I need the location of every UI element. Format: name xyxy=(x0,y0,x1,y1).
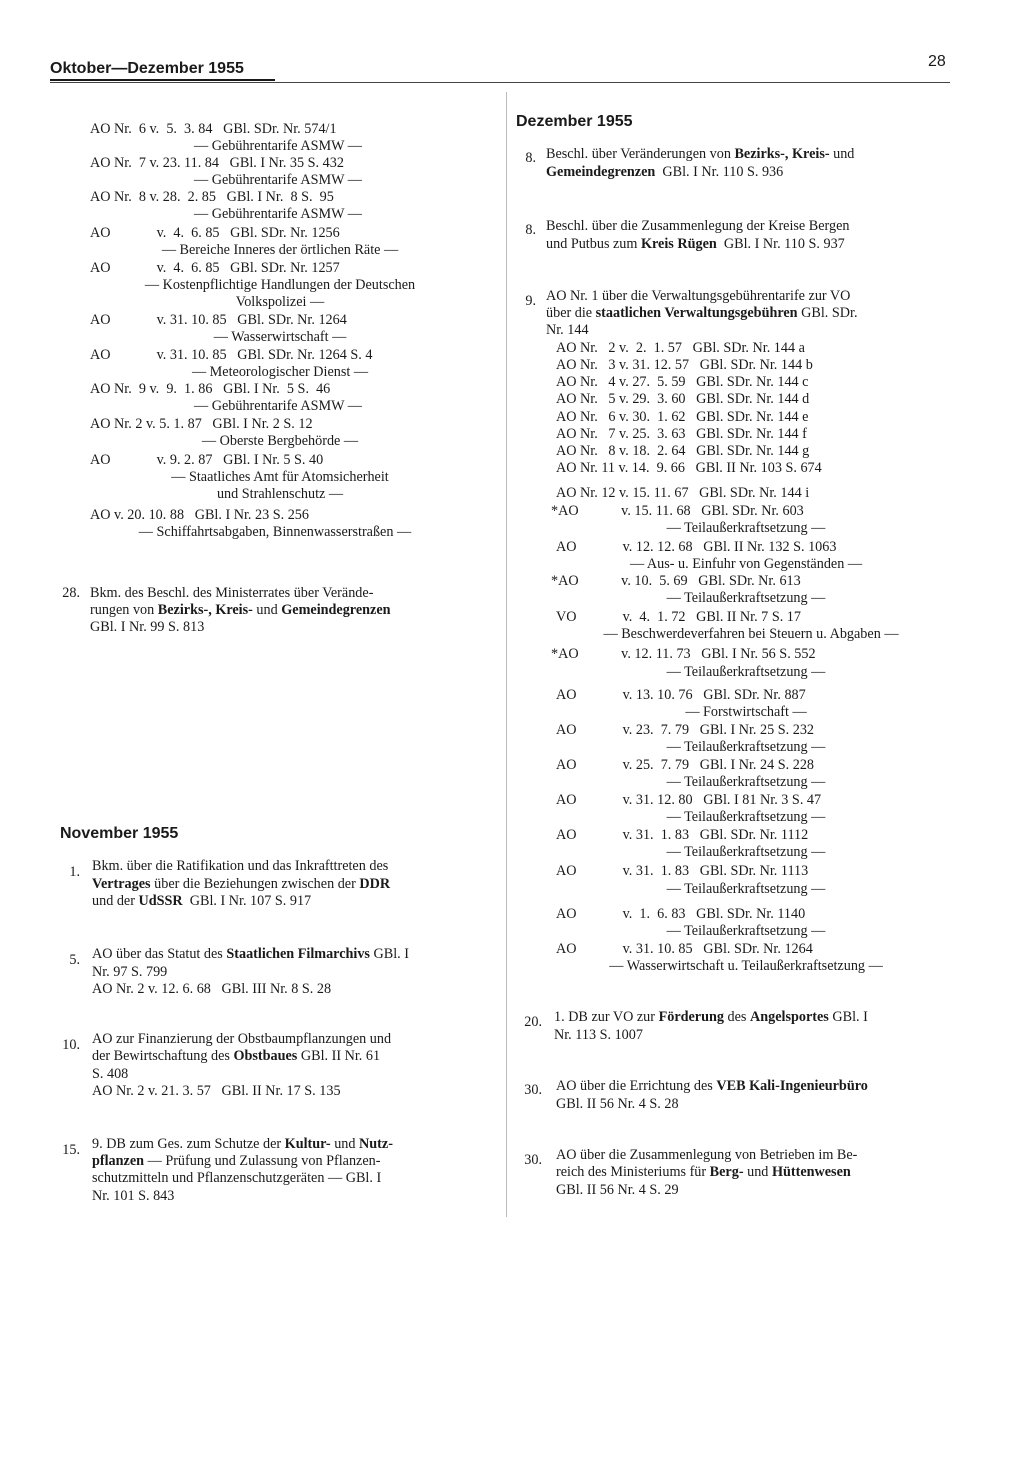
entry-text-line xyxy=(92,1153,495,1170)
keyword: Nutz- xyxy=(359,1136,393,1152)
entry-citation: Nr. 144 xyxy=(546,322,589,338)
amendment-line: *AO v. 12. 11. 73 GBl. I Nr. 56 S. 552 xyxy=(551,646,816,662)
keyword: Angelsportes xyxy=(750,1009,829,1025)
text-span: GBl. I Nr. 110 S. 937 xyxy=(716,236,845,252)
entry-text-line xyxy=(546,164,783,181)
entry-text-line xyxy=(554,1009,957,1026)
amendment-subject: — Teilaußerkraftsetzung — xyxy=(666,844,826,860)
text-span: rungen von xyxy=(90,602,158,618)
amendment-line: AO v. 23. 7. 79 GBl. I Nr. 25 S. 232 xyxy=(556,722,815,738)
amendment-subject: — Teilaußerkraftsetzung — xyxy=(666,881,826,897)
amendment-subject: — Wasserwirtschaft u. Teilaußerkraftsetzung — xyxy=(609,958,883,974)
amendment-line: AO v. 13. 10. 76 GBl. SDr. Nr. 887 xyxy=(556,687,806,703)
page-number: 28 xyxy=(928,53,946,70)
text-span: — Prüfung und Zulassung von Pflanzen- xyxy=(144,1153,381,1169)
entry-number: 9. xyxy=(525,293,536,309)
keyword: Gemeindegrenzen xyxy=(281,602,391,618)
keyword: Berg- xyxy=(709,1164,744,1180)
entry-number: 28. xyxy=(62,585,80,601)
entry-text-line: Bkm. des Beschl. des Ministerrates über Verände- xyxy=(90,585,374,601)
amendment-subject: — Gebührentarife ASMW — xyxy=(194,172,362,188)
amendment-subject: — Oberste Bergbehörde — xyxy=(201,433,359,449)
text-span: und xyxy=(829,146,855,162)
entry-citation: Nr. 113 S. 1007 xyxy=(554,1027,643,1043)
text-span: 1. DB zur VO zur xyxy=(554,1009,659,1025)
amendment-line: AO Nr. 6 v. 30. 1. 62 GBl. SDr. Nr. 144 e xyxy=(556,409,809,425)
text-span: AO über die Errichtung des xyxy=(556,1078,717,1094)
amendment-subject: — Schiffahrtsabgaben, Binnenwasserstraßen — xyxy=(138,524,412,540)
amendment-line: AO Nr. 9 v. 9. 1. 86 GBl. I Nr. 5 S. 46 xyxy=(90,381,331,397)
text-span: 9. DB zum Ges. zum Schutze der xyxy=(92,1136,285,1152)
amendment-line: AO v. 31. 12. 80 GBl. I 81 Nr. 3 S. 47 xyxy=(556,792,822,808)
amendment-line: *AO v. 10. 5. 69 GBl. SDr. Nr. 613 xyxy=(551,573,801,589)
amendment-line: AO Nr. 4 v. 27. 5. 59 GBl. SDr. Nr. 144 c xyxy=(556,374,809,390)
amendment-line: AO v. 25. 7. 79 GBl. I Nr. 24 S. 228 xyxy=(556,757,815,773)
entry-text-line xyxy=(92,893,311,910)
amendment-subject: — Teilaußerkraftsetzung — xyxy=(666,520,826,536)
entry-text-line xyxy=(92,1136,495,1153)
amendment-line: AO v. 31. 1. 83 GBl. SDr. Nr. 1113 xyxy=(556,863,809,879)
entry-number: 10. xyxy=(62,1037,80,1053)
entry-number: 8. xyxy=(525,222,536,238)
keyword: Kreis- xyxy=(211,602,253,618)
text-span: über die xyxy=(546,305,596,321)
entry-number: 30. xyxy=(524,1082,542,1098)
keyword: Bezirks-, xyxy=(157,602,212,618)
text-span: und der xyxy=(92,893,139,909)
keyword: Gemeindegrenzen xyxy=(546,164,656,180)
text-span: GBl. SDr. xyxy=(797,305,858,321)
entry-number: 30. xyxy=(524,1152,542,1168)
entry-text-line xyxy=(556,1078,868,1095)
entry-amendment: AO Nr. 2 v. 21. 3. 57 GBl. II Nr. 17 S. 135 xyxy=(92,1083,341,1099)
amendment-line: AO v. 31. 1. 83 GBl. SDr. Nr. 1112 xyxy=(556,827,809,843)
entry-text-line: Beschl. über die Zusammenlegung der Kreise Bergen xyxy=(546,218,850,234)
amendment-subject: — Beschwerdeverfahren bei Steuern u. Abgaben — xyxy=(603,626,899,642)
amendment-line: AO Nr. 8 v. 18. 2. 64 GBl. SDr. Nr. 144 g xyxy=(556,443,810,459)
entry-text-line: AO über die Zusammenlegung von Betrieben im Be- xyxy=(556,1147,858,1163)
amendment-line: AO Nr. 2 v. 5. 1. 87 GBl. I Nr. 2 S. 12 xyxy=(90,416,313,432)
keyword: Förderung xyxy=(658,1009,724,1025)
header-rule xyxy=(50,82,950,83)
amendment-line: AO v. 31. 10. 85 GBl. SDr. Nr. 1264 xyxy=(90,312,347,328)
running-head: Oktober—Dezember 1955 xyxy=(50,60,275,81)
entry-citation: GBl. II 56 Nr. 4 S. 28 xyxy=(556,1096,679,1112)
text-span: GBl. II Nr. 61 xyxy=(297,1048,381,1064)
text-span: und xyxy=(330,1136,360,1152)
amendment-line: AO v. 20. 10. 88 GBl. I Nr. 23 S. 256 xyxy=(90,507,309,523)
entry-text-line xyxy=(556,1164,958,1181)
amendment-line: AO Nr. 2 v. 2. 1. 57 GBl. SDr. Nr. 144 a xyxy=(556,340,805,356)
amendment-line: AO v. 9. 2. 87 GBl. I Nr. 5 S. 40 xyxy=(90,452,324,468)
entry-text-line xyxy=(546,305,951,322)
amendment-subject: — Gebührentarife ASMW — xyxy=(194,398,362,414)
keyword: UdSSR xyxy=(138,893,183,909)
entry-amendment: AO Nr. 2 v. 12. 6. 68 GBl. III Nr. 8 S. 28 xyxy=(92,981,332,997)
amendment-subject: — Kostenpflichtige Handlungen der Deutschen xyxy=(144,277,416,293)
amendment-subject: — Teilaußerkraftsetzung — xyxy=(666,739,826,755)
amendment-subject: — Staatliches Amt für Atomsicherheit xyxy=(171,469,389,485)
text-span: GBl. I xyxy=(369,946,409,962)
amendment-line: AO Nr. 5 v. 29. 3. 60 GBl. SDr. Nr. 144 d xyxy=(556,391,810,407)
amendment-subject: — Teilaußerkraftsetzung — xyxy=(666,809,826,825)
text-span: GBl. I Nr. 107 S. 917 xyxy=(182,893,312,909)
entry-text-line xyxy=(90,602,495,619)
entry-text-line xyxy=(546,146,951,163)
keyword: Kultur- xyxy=(284,1136,331,1152)
text-span: der Bewirtschaftung des xyxy=(92,1048,234,1064)
entry-text-line: schutzmitteln und Pflanzenschutzgeräten — GBl. I xyxy=(92,1170,382,1186)
amendment-line: AO v. 4. 6. 85 GBl. SDr. Nr. 1256 xyxy=(90,225,340,241)
amendment-subject: Volkspolizei — xyxy=(235,294,325,310)
amendment-subject: — Gebührentarife ASMW — xyxy=(194,206,362,222)
text-span: AO über das Statut des xyxy=(92,946,227,962)
entry-number: 5. xyxy=(69,952,80,968)
amendment-line: AO v. 1. 6. 83 GBl. SDr. Nr. 1140 xyxy=(556,906,806,922)
amendment-line: AO Nr. 7 v. 23. 11. 84 GBl. I Nr. 35 S. 432 xyxy=(90,155,344,171)
text-span: über die Beziehungen zwischen der xyxy=(150,876,360,892)
entry-number: 20. xyxy=(524,1014,542,1030)
entry-text-line: AO Nr. 1 über die Verwaltungsgebührentarife zur VO xyxy=(546,288,851,304)
amendment-subject: — Bereiche Inneres der örtlichen Räte — xyxy=(161,242,399,258)
text-span: GBl. I Nr. 110 S. 936 xyxy=(655,164,784,180)
keyword: VEB Kali-Ingenieurbüro xyxy=(716,1078,868,1094)
keyword: Vertrages xyxy=(92,876,151,892)
text-span: und Putbus zum xyxy=(546,236,641,252)
keyword: Kreis Rügen xyxy=(640,236,717,252)
entry-text-line xyxy=(546,236,845,253)
amendment-line: AO Nr. 3 v. 31. 12. 57 GBl. SDr. Nr. 144 b xyxy=(556,357,813,373)
amendment-subject: und Strahlenschutz — xyxy=(216,486,344,502)
amendment-subject: — Aus- u. Einfuhr von Gegenständen — xyxy=(629,556,863,572)
keyword: DDR xyxy=(359,876,391,892)
keyword: staatlichen Verwaltungsgebühren xyxy=(595,305,798,321)
amendment-line: AO v. 12. 12. 68 GBl. II Nr. 132 S. 1063 xyxy=(556,539,837,555)
entry-text-line: Bkm. über die Ratifikation und das Inkrafttreten des xyxy=(92,858,389,874)
section-heading-december: Dezember 1955 xyxy=(516,113,633,130)
amendment-subject: — Teilaußerkraftsetzung — xyxy=(666,774,826,790)
entry-text-line: AO zur Finanzierung der Obstbaumpflanzungen und xyxy=(92,1031,392,1047)
column-divider xyxy=(506,92,507,1217)
keyword: Hüttenwesen xyxy=(771,1164,851,1180)
amendment-subject: — Gebührentarife ASMW — xyxy=(194,138,362,154)
text-span: reich des Ministeriums für xyxy=(556,1164,710,1180)
amendment-line: AO Nr. 6 v. 5. 3. 84 GBl. SDr. Nr. 574/1 xyxy=(90,121,337,137)
keyword: Kreis- xyxy=(788,146,830,162)
amendment-line: AO v. 31. 10. 85 GBl. SDr. Nr. 1264 S. 4 xyxy=(90,347,373,363)
keyword: Staatlichen Filmarchivs xyxy=(226,946,370,962)
amendment-line: AO Nr. 8 v. 28. 2. 85 GBl. I Nr. 8 S. 95 xyxy=(90,189,334,205)
entry-citation: GBl. II 56 Nr. 4 S. 29 xyxy=(556,1182,679,1198)
amendment-line: AO Nr. 7 v. 25. 3. 63 GBl. SDr. Nr. 144 f xyxy=(556,426,807,442)
keyword: Obstbaues xyxy=(233,1048,298,1064)
keyword: Bezirks-, xyxy=(734,146,789,162)
amendment-line: AO v. 4. 6. 85 GBl. SDr. Nr. 1257 xyxy=(90,260,340,276)
text-span: Beschl. über Veränderungen von xyxy=(546,146,735,162)
amendment-subject: — Teilaußerkraftsetzung — xyxy=(666,923,826,939)
entry-citation: Nr. 101 S. 843 xyxy=(92,1188,175,1204)
text-span: GBl. I xyxy=(828,1009,868,1025)
amendment-line: VO v. 4. 1. 72 GBl. II Nr. 7 S. 17 xyxy=(556,609,801,625)
entry-text-line xyxy=(92,1048,495,1065)
entry-text-line xyxy=(92,946,495,963)
entry-citation: S. 408 xyxy=(92,1066,129,1082)
amendment-line: AO v. 31. 10. 85 GBl. SDr. Nr. 1264 xyxy=(556,941,813,957)
section-heading-november: November 1955 xyxy=(60,825,179,842)
entry-text-line xyxy=(92,876,495,893)
amendment-subject: — Meteorologischer Dienst — xyxy=(191,364,369,380)
entry-citation: GBl. I Nr. 99 S. 813 xyxy=(90,619,205,635)
text-span: des xyxy=(723,1009,750,1025)
amendment-subject: — Forstwirtschaft — xyxy=(685,704,807,720)
text-span: und xyxy=(743,1164,772,1180)
amendment-subject: — Teilaußerkraftsetzung — xyxy=(666,664,826,680)
entry-number: 8. xyxy=(525,150,536,166)
amendment-subject: — Wasserwirtschaft — xyxy=(213,329,347,345)
amendment-line: AO Nr. 11 v. 14. 9. 66 GBl. II Nr. 103 S. 674 xyxy=(556,460,822,476)
text-span: und xyxy=(252,602,282,618)
amendment-subject: — Teilaußerkraftsetzung — xyxy=(666,590,826,606)
amendment-line: AO Nr. 12 v. 15. 11. 67 GBl. SDr. Nr. 144 i xyxy=(556,485,810,501)
amendment-line: *AO v. 15. 11. 68 GBl. SDr. Nr. 603 xyxy=(551,503,804,519)
entry-number: 1. xyxy=(69,864,80,880)
entry-citation: Nr. 97 S. 799 xyxy=(92,964,168,980)
keyword: pflanzen xyxy=(92,1153,145,1169)
entry-number: 15. xyxy=(62,1142,80,1158)
